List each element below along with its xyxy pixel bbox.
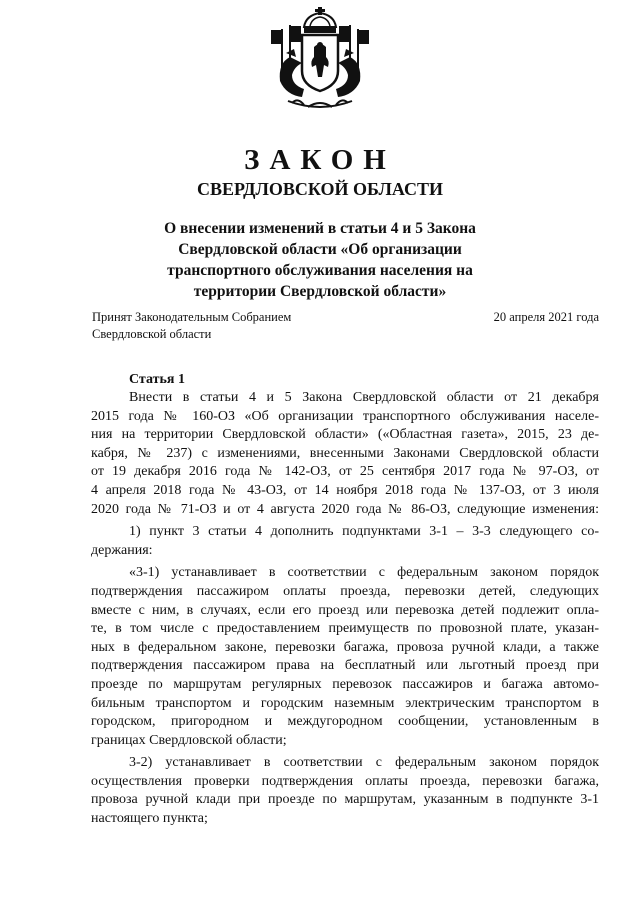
article-paragraph: [91, 523, 599, 560]
article-paragraph: [91, 389, 599, 519]
text-line: от 19 декабря 2016 года № 142-ОЗ, от 25 сентября 2017 года № 97-ОЗ, от: [91, 464, 599, 480]
text-line: границах Свердловской области;: [91, 732, 287, 748]
text-line: бильным транспортом и городским наземным электрическим транспортом в: [91, 695, 599, 711]
article-paragraph: [91, 754, 599, 828]
article-heading: Статья 1: [129, 372, 185, 387]
text-line: 4 апреля 2018 года № 43-ОЗ, от 14 ноября 2018 года № 137-ОЗ, от 3 июля: [91, 482, 599, 498]
text-line: подтверждения пассажиром права на бесплатный или льготный проезд при: [91, 658, 599, 674]
law-title: ЗАКОН: [244, 144, 396, 176]
text-line: подтверждения пассажиром оплаты проезда, перевозки детей, следующих: [91, 583, 599, 599]
text-line: 2020 года № 71-ОЗ и от 4 августа 2020 года № 86-ОЗ, следующие изменения:: [91, 501, 599, 517]
adopted-by-line: Принят Законодательным Собранием: [92, 310, 292, 324]
text-line: провоза ручной клади при проезде по маршрутам, указанным в подпункте 3-1: [91, 792, 599, 808]
text-line: ния на территории Свердловской области» («Областная газета», 2015, 23 де-: [91, 427, 599, 443]
text-line: осуществления проверки подтверждения оплаты проезда, перевозки багажа,: [91, 773, 599, 789]
region-title: СВЕРДЛОВСКОЙ ОБЛАСТИ: [197, 179, 443, 199]
law-subject-line: О внесении изменений в статьи 4 и 5 Закона: [164, 220, 476, 237]
text-line: ных в федеральном законе, перевозки багажа, провоза ручной клади, а также: [91, 639, 599, 655]
adopted-by: [92, 309, 291, 343]
text-line: 3-2) устанавливает в соответствии с федеральным законом порядок: [129, 755, 599, 771]
law-subject: [120, 218, 520, 302]
article-paragraph: [91, 564, 599, 750]
text-line: кабря, № 237) с изменениями, внесенными Законами Свердловской области: [91, 445, 599, 461]
adoption-date: 20 апреля 2021 года: [493, 310, 599, 324]
crown-icon: [304, 7, 336, 33]
law-subject-line: транспортного обслуживания населения на: [167, 262, 473, 279]
article-body: [91, 389, 599, 829]
law-subject-line: Свердловской области «Об организации: [178, 241, 462, 258]
text-line: «3-1) устанавливает в соответствии с федеральным законом порядок: [129, 565, 599, 581]
adopted-by-line: Свердловской области: [92, 327, 212, 341]
oak-branches-icon: [288, 100, 352, 107]
law-subject-line: территории Свердловской области»: [193, 283, 447, 300]
text-line: 1) пункт 3 статьи 4 дополнить подпунктами 3-1 – 3-3 следующего со-: [129, 524, 599, 540]
text-line: держания:: [91, 542, 153, 558]
coat-of-arms-icon: [268, 5, 372, 113]
text-line: 2015 года № 160-ОЗ «Об организации транспортного обслуживания населе-: [91, 408, 599, 424]
shield-icon: [302, 35, 338, 91]
text-line: те, в том числе с предоставлением преимуществ по провозной плате, указан-: [91, 621, 599, 637]
text-line: вместе с ним, в случаях, если его проезд или перевозка детей подлежит опла-: [91, 602, 599, 618]
text-line: городском, пригородном и междугородном сообщении, установленным в: [91, 714, 599, 730]
text-line: настоящего пункта;: [91, 811, 208, 827]
text-line: Внести в статьи 4 и 5 Закона Свердловской области от 21 декабря: [129, 390, 599, 405]
text-line: проезде по маршрутам регулярных перевозок пассажиров и багажа автомо-: [91, 676, 599, 692]
